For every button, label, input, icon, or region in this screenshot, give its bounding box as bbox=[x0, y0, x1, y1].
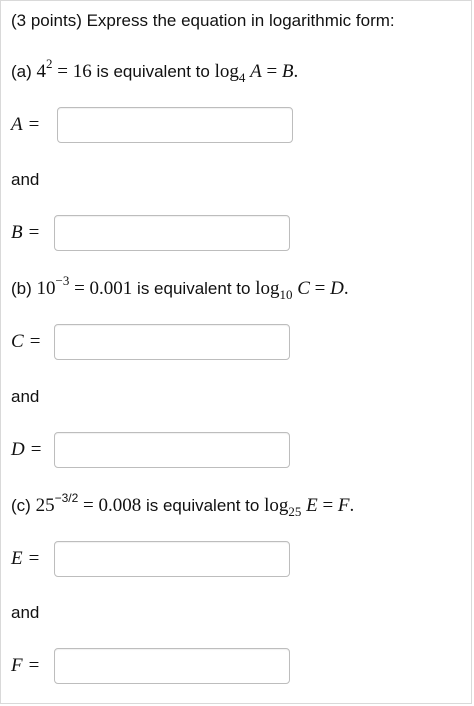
part-c-value: = 0.008 bbox=[83, 495, 142, 516]
part-c-var1: E bbox=[306, 495, 318, 516]
part-a-rest: = bbox=[266, 61, 282, 82]
part-a-log: log bbox=[214, 61, 239, 82]
part-b-base: 10 bbox=[36, 278, 56, 299]
part-a-var2: B bbox=[281, 61, 294, 82]
part-b-connector: is equivalent to bbox=[137, 279, 251, 298]
part-b-exponent: −3 bbox=[55, 273, 70, 288]
part-b-statement bbox=[11, 273, 349, 302]
part-b-value: = 0.001 bbox=[74, 278, 133, 299]
part-c-base: 25 bbox=[35, 495, 55, 516]
and-label-3: and bbox=[11, 603, 40, 622]
part-c-end: . bbox=[349, 495, 355, 516]
field-a-label: A = bbox=[11, 114, 40, 135]
answer-d-input[interactable] bbox=[54, 432, 290, 468]
part-c-log-base: 25 bbox=[288, 504, 302, 519]
part-b-var1: C bbox=[297, 278, 310, 299]
answer-f-input[interactable] bbox=[54, 648, 290, 684]
part-a-log-base: 4 bbox=[238, 70, 246, 85]
field-c-label: C = bbox=[11, 331, 41, 352]
part-c-log: log bbox=[264, 495, 289, 516]
answer-a-input[interactable] bbox=[57, 107, 293, 143]
part-c-var2: F bbox=[337, 495, 350, 516]
part-c-exponent: −3/2 bbox=[54, 491, 79, 505]
and-label-1: and bbox=[11, 170, 40, 189]
answer-b-input[interactable] bbox=[54, 215, 290, 251]
part-b-prefix: (b) bbox=[11, 279, 32, 298]
part-c-prefix: (c) bbox=[11, 496, 31, 515]
part-a-connector: is equivalent to bbox=[96, 62, 210, 81]
part-c-rest: = bbox=[322, 495, 338, 516]
field-d-label: D = bbox=[11, 439, 42, 460]
part-b-rest: = bbox=[314, 278, 331, 299]
part-a-exponent: 2 bbox=[46, 56, 53, 71]
field-e-label: E = bbox=[11, 548, 40, 569]
field-f-label: F = bbox=[11, 655, 40, 676]
problem-header: (3 points) Express the equation in logarithmic form: bbox=[11, 11, 395, 30]
part-a-statement bbox=[11, 56, 299, 85]
and-label-2: and bbox=[11, 387, 40, 406]
part-a-var1: A bbox=[250, 61, 262, 82]
field-b-label: B = bbox=[11, 222, 40, 243]
part-b-log-base: 10 bbox=[279, 287, 293, 302]
part-b-end: . bbox=[343, 278, 349, 299]
part-a-base: 4 bbox=[36, 61, 47, 82]
part-a-value: = 16 bbox=[57, 61, 92, 82]
part-c-statement bbox=[11, 491, 355, 519]
part-b-log: log bbox=[255, 278, 280, 299]
answer-e-input[interactable] bbox=[54, 541, 290, 577]
part-a-end: . bbox=[293, 61, 299, 82]
part-c-connector: is equivalent to bbox=[145, 496, 260, 515]
answer-c-input[interactable] bbox=[54, 324, 290, 360]
part-a-prefix: (a) bbox=[11, 62, 32, 81]
part-b-var2: D bbox=[330, 278, 344, 299]
